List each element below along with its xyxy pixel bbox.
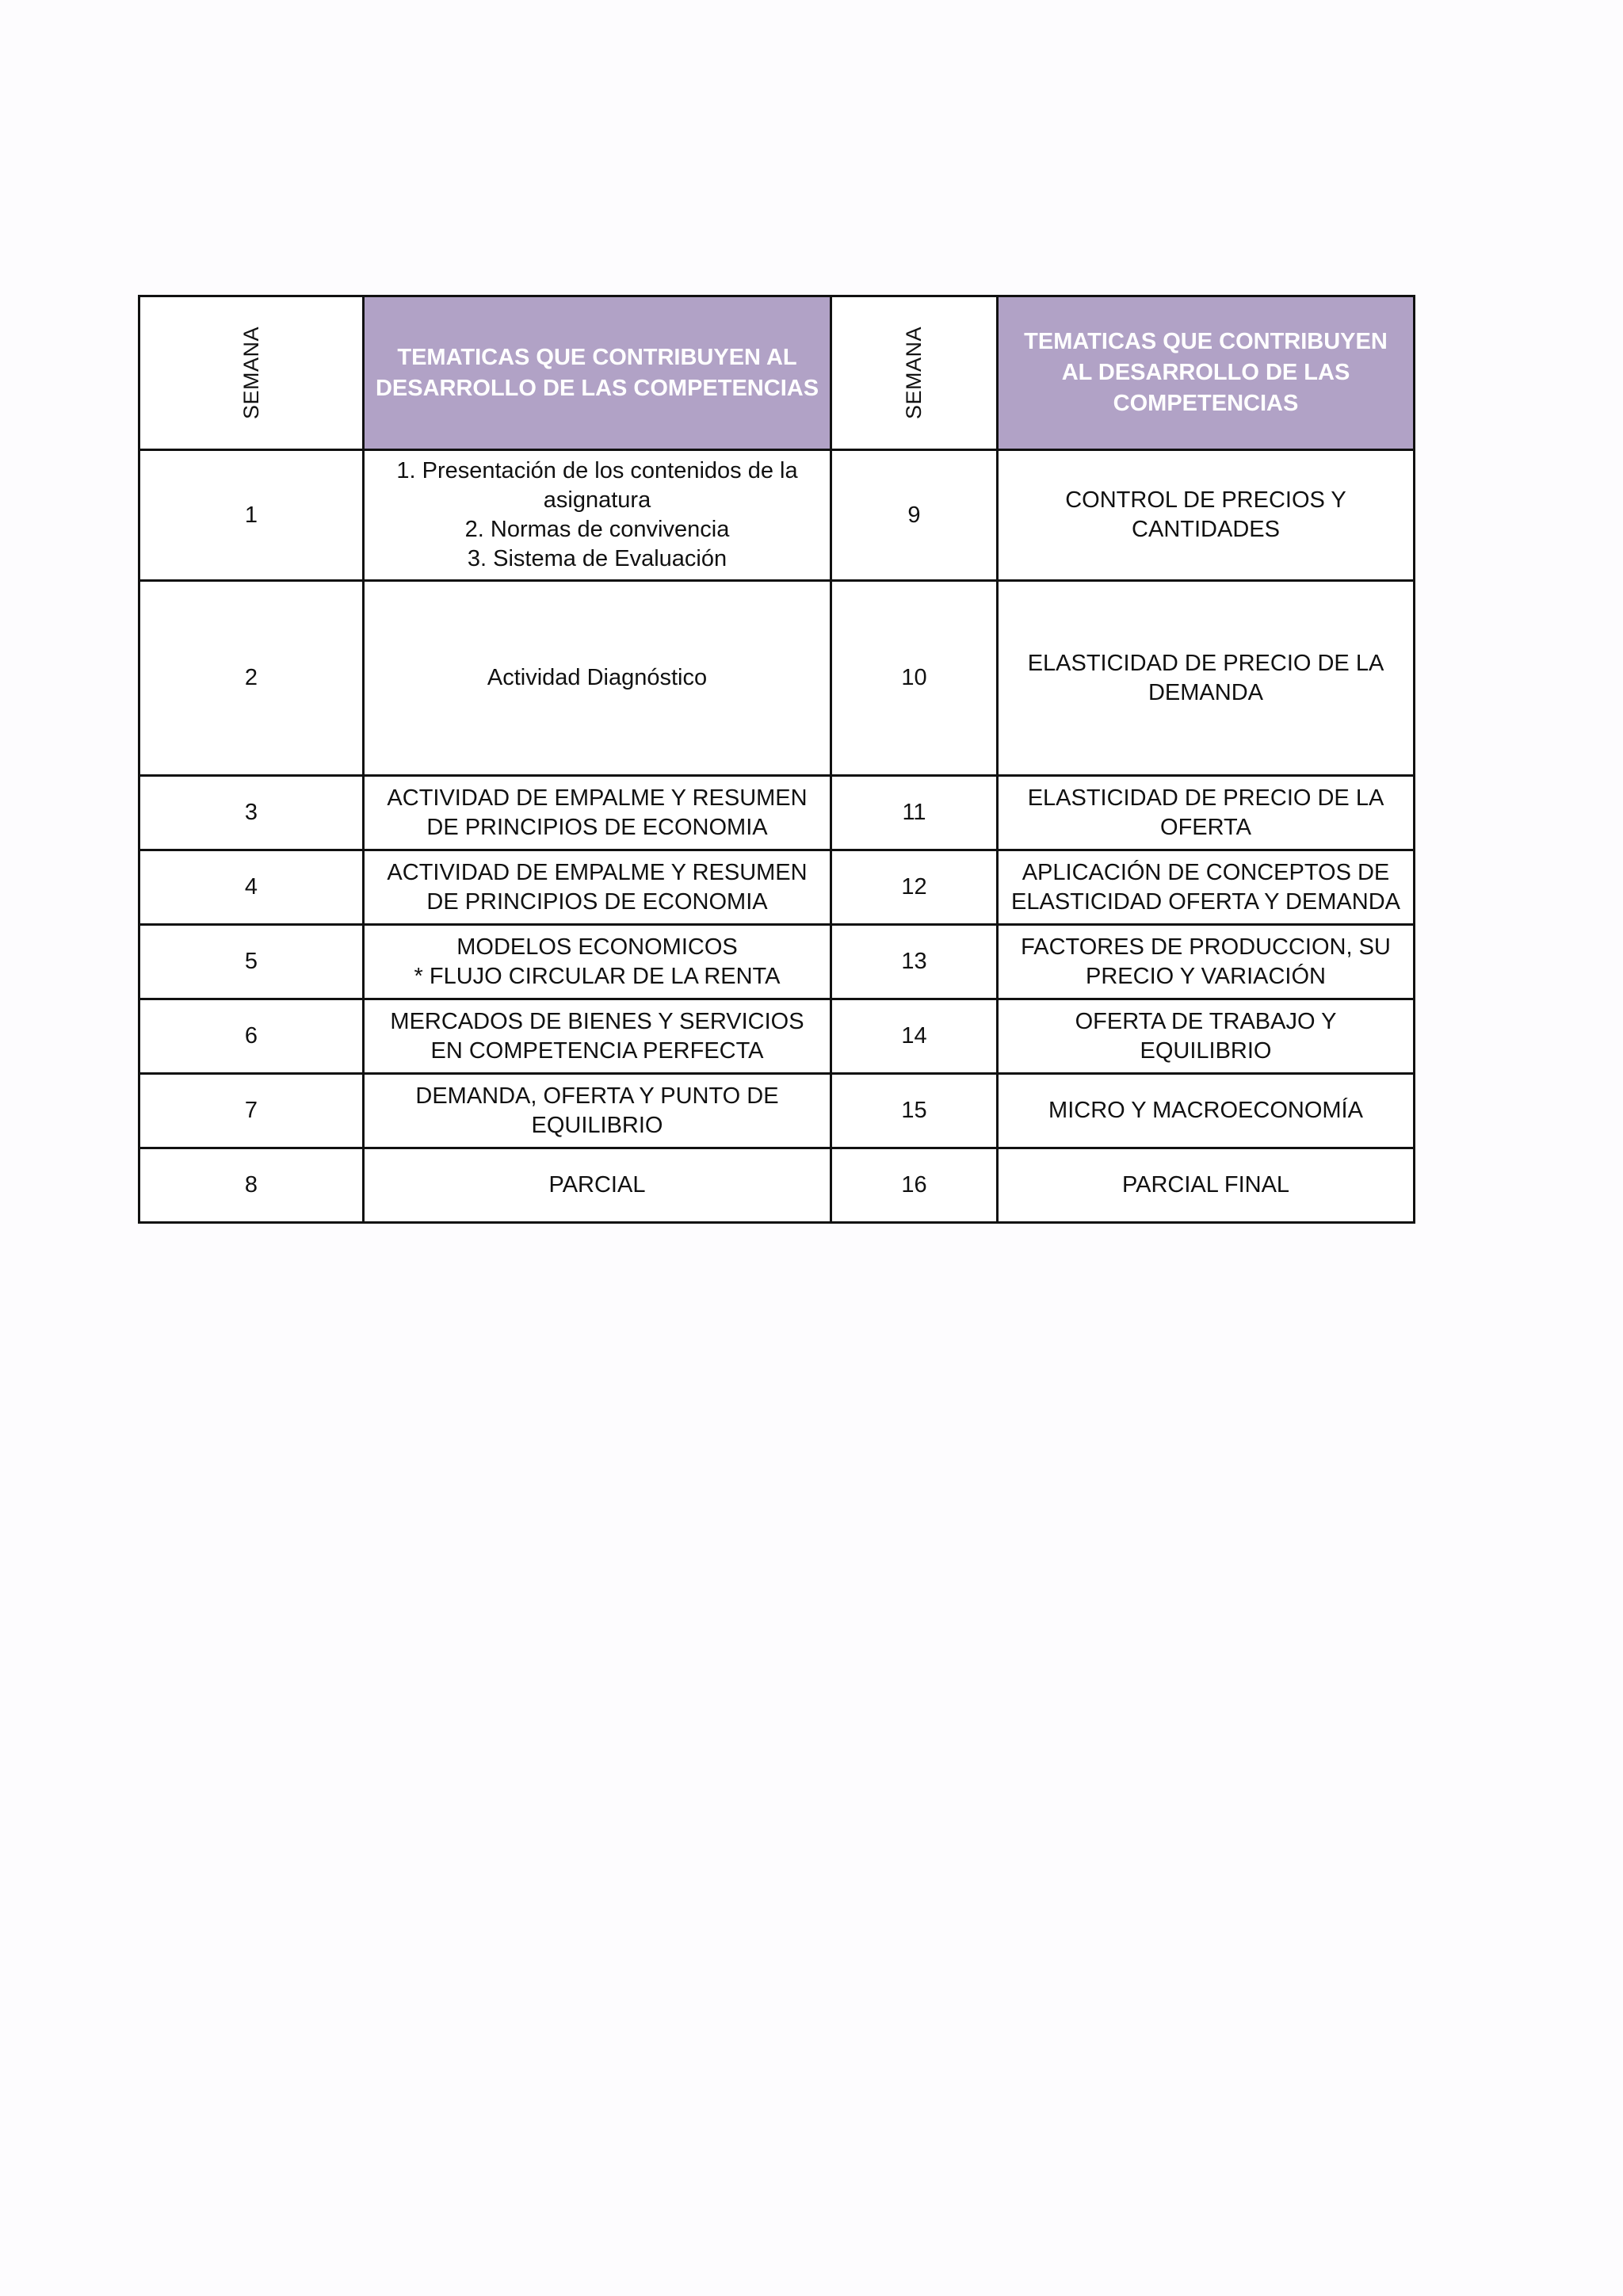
week-number: 16 <box>831 1148 998 1223</box>
week-number: 12 <box>831 850 998 925</box>
week-number: 7 <box>139 1074 364 1148</box>
table-row <box>139 850 1415 925</box>
table-row <box>139 1074 1415 1148</box>
week-number: 11 <box>831 776 998 850</box>
week-number: 3 <box>139 776 364 850</box>
week-number: 4 <box>139 850 364 925</box>
table-row <box>139 925 1415 999</box>
topic-cell: DEMANDA, OFERTA Y PUNTO DE EQUILIBRIO <box>364 1074 831 1148</box>
week-number: 9 <box>831 450 998 581</box>
table-row <box>139 999 1415 1074</box>
topic-cell: PARCIAL <box>364 1148 831 1223</box>
topic-cell: ELASTICIDAD DE PRECIO DE LA DEMANDA <box>998 581 1415 776</box>
week-header-left <box>139 296 364 450</box>
topic-cell: ACTIVIDAD DE EMPALME Y RESUMEN DE PRINCIPIOS DE ECONOMIA <box>364 776 831 850</box>
table-row <box>139 450 1415 581</box>
topic-cell: FACTORES DE PRODUCCION, SU PRECIO Y VARIACIÓN <box>998 925 1415 999</box>
week-header-right-label: SEMANA <box>902 327 926 420</box>
topic-cell: Actividad Diagnóstico <box>364 581 831 776</box>
topic-cell: MICRO Y MACROECONOMÍA <box>998 1074 1415 1148</box>
week-number: 5 <box>139 925 364 999</box>
week-number: 13 <box>831 925 998 999</box>
week-number: 2 <box>139 581 364 776</box>
week-number: 10 <box>831 581 998 776</box>
topic-cell: MODELOS ECONOMICOS * FLUJO CIRCULAR DE LA RENTA <box>364 925 831 999</box>
week-number: 6 <box>139 999 364 1074</box>
topic-cell: ELASTICIDAD DE PRECIO DE LA OFERTA <box>998 776 1415 850</box>
topic-cell: CONTROL DE PRECIOS Y CANTIDADES <box>998 450 1415 581</box>
table-row <box>139 776 1415 850</box>
week-number: 1 <box>139 450 364 581</box>
header-row <box>139 296 1415 450</box>
topic-cell: APLICACIÓN DE CONCEPTOS DE ELASTICIDAD OFERTA Y DEMANDA <box>998 850 1415 925</box>
table-row <box>139 581 1415 776</box>
week-header-right <box>831 296 998 450</box>
schedule-table <box>138 295 1415 1224</box>
topics-header-left: TEMATICAS QUE CONTRIBUYEN AL DESARROLLO DE LAS COMPETENCIAS <box>364 296 831 450</box>
week-number: 14 <box>831 999 998 1074</box>
topic-cell: PARCIAL FINAL <box>998 1148 1415 1223</box>
topics-header-right: TEMATICAS QUE CONTRIBUYEN AL DESARROLLO DE LAS COMPETENCIAS <box>998 296 1415 450</box>
topic-cell: 1. Presentación de los contenidos de la asignatura 2. Normas de convivencia 3. Sistema de Evaluación <box>364 450 831 581</box>
topic-cell: MERCADOS DE BIENES Y SERVICIOS EN COMPETENCIA PERFECTA <box>364 999 831 1074</box>
topic-cell: ACTIVIDAD DE EMPALME Y RESUMEN DE PRINCIPIOS DE ECONOMIA <box>364 850 831 925</box>
week-number: 8 <box>139 1148 364 1223</box>
week-number: 15 <box>831 1074 998 1148</box>
table-row <box>139 1148 1415 1223</box>
topic-cell: OFERTA DE TRABAJO Y EQUILIBRIO <box>998 999 1415 1074</box>
week-header-left-label: SEMANA <box>239 327 263 420</box>
